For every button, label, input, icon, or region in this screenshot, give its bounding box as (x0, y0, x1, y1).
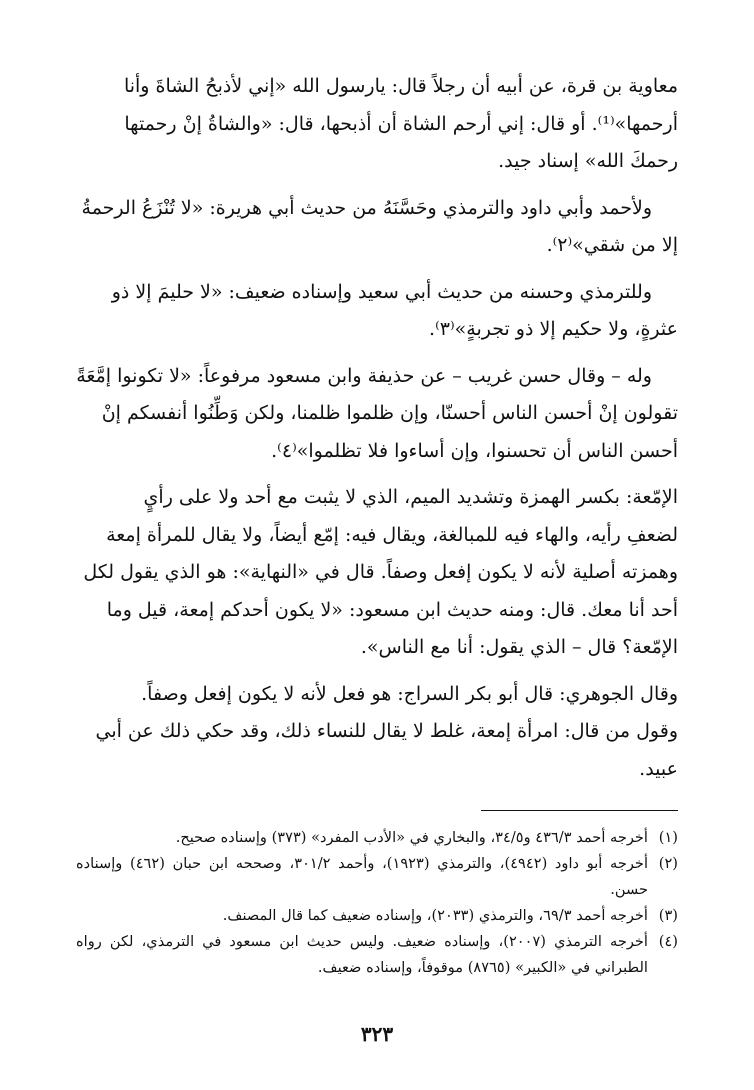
footnote (76, 851, 678, 903)
text-line: رحمكَ الله» إسناد جيد. (498, 150, 678, 172)
paragraph-4 (76, 358, 678, 471)
text-line: عثرةٍ، ولا حكيم إلا ذو تجربةٍ»⁽٣⁾. (429, 318, 678, 340)
footnote-number: (٤) (658, 933, 678, 950)
text-line: أحد أنا معك. قال: ومنه حديث ابن مسعود: «لا يكون أحدكم إمعة، قيل وما (106, 598, 678, 621)
text-line: وله – وقال حسن غريب – عن حذيفة وابن مسعود مرفوعاً: «لا تكونوا إمَّعَةً (76, 364, 652, 387)
footnote-number: (١) (658, 829, 678, 846)
footnotes (76, 825, 678, 981)
footnote-text: أخرجه أحمد ٦٩/٣، والترمذي (٢٠٣٣)، وإسناده ضعيف كما قال المصنف. (222, 907, 648, 924)
text-line: الإمّعة: بكسر الهمزة وتشديد الميم، الذي لا يثبت مع أحد ولا على رأيٍ (143, 486, 678, 508)
paragraph-5 (76, 479, 678, 667)
footnote-number: (٣) (658, 907, 678, 924)
text-line: وللترمذي وحسنه من حديث أبي سعيد وإسناده ضعيف: «لا حليمَ إلا ذو (111, 280, 652, 303)
text-line: وقال الجوهري: قال أبو بكر السراج: هو فعل لأنه لا يكون إفعل وصفاً. (141, 682, 678, 705)
footnote (76, 903, 678, 929)
page-number: ٣٢٣ (360, 1022, 394, 1046)
footnote-text: أخرجه الترمذي (٢٠٠٧)، وإسناده ضعيف. وليس حديث ابن مسعود في الترمذي، لكن رواه الطبراني في «الكبير» (٨٧٦٥) موقوفاً، وإسناده ضعيف. (76, 933, 648, 976)
text-line: لضعفِ رأيه، والهاء فيه للمبالغة، ويقال فيه: إمّع أيضاً، ولا يقال للمرأة إمعة (106, 523, 678, 546)
paragraph-1 (76, 68, 678, 181)
text-line: إلا من شقي»⁽٢⁾. (546, 234, 678, 256)
paragraph-6 (76, 676, 678, 789)
footnote-text: أخرجه أحمد ٤٣٦/٣ و٣٤/٥، والبخاري في «الأدب المفرد» (٣٧٣) وإسناده صحيح. (175, 829, 648, 846)
text-line: ولأحمد وأبي داود والترمذي وحَسَّنَهُ من حديث أبي هريرة: «لا تُنْزَعُ الرحمةُ (81, 196, 652, 219)
text-line: وهمزته أصلية لأنه لا يكون إفعل وصفاً. قال في «النهاية»: هو الذي يقول لكل (83, 561, 678, 583)
text-line: وقول من قال: امرأة إمعة، غلط لا يقال للنساء ذلك، وقد حكي ذلك عن أبي (95, 720, 678, 742)
text-line: أحسن الناس أن تحسنوا، وإن أساءوا فلا تظلموا»⁽٤⁾. (271, 439, 678, 462)
paragraph-2 (76, 190, 678, 265)
text-line: تقولون إنْ أحسن الناس أحسنّا، وإن ظلموا ظلمنا، ولكن وَطِّنُوا أنفسكم إنْ (101, 402, 678, 424)
paragraph-3 (76, 274, 678, 349)
text-line: معاوية بن قرة، عن أبيه أن رجلاً قال: يارسول الله «إني لأذبحُ الشاةَ وأنا (123, 75, 678, 97)
footnote-text: أخرجه أبو داود (٤٩٤٢)، والترمذي (١٩٢٣)، وأحمد ٣٠١/٢، وصححه ابن حبان (٤٦٢) وإسناده حسن. (76, 855, 648, 898)
footnote (76, 929, 678, 981)
text-line: أرحمها»⁽¹⁾. أو قال: إني أرحم الشاة أن أذبحها، قال: «والشاةُ إنْ رحمتها (124, 112, 678, 135)
text-line: عبيد. (639, 757, 678, 780)
text-line: الإمّعة؟ قال – الذي يقول: أنا مع الناس». (360, 636, 678, 658)
footnote (76, 825, 678, 851)
footnote-separator (481, 810, 678, 811)
footnote-number: (٢) (658, 855, 678, 872)
